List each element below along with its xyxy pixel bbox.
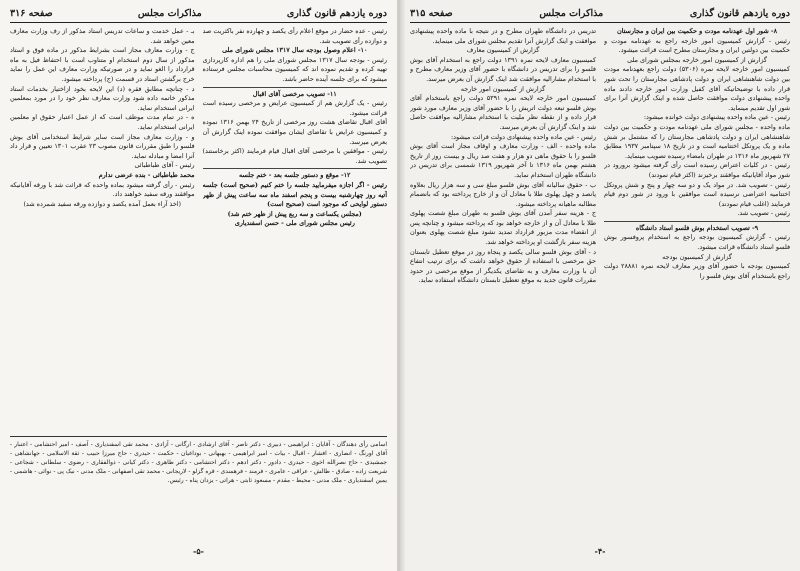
left-page-session: دوره یازدهم قانون گذاری [286,7,387,19]
section-heading: ۱۰- اعلام وصول بودجه سال ۱۳۱۷ مجلس شورای ملی [222,46,368,55]
sub-heading: گزارش از کمیسیون امور خارجه [460,84,546,93]
left-page-column-right [203,27,388,445]
divider [203,168,388,169]
paragraph: رئیس - گزارش کمیسیون بودجه راجع به استخدام پروفسور بوش فلسو استاد دانشگاه قرائت میشود. [604,233,790,252]
paragraph: ماده واحده - مجلس شورای ملی عهدنامه مودت و حکمیت بین دولت شاهنشاهی ایران و دولت پادشاهی مجارستان را که مشتمل بر شش ماده و یک پروتکل اختتامیه است و در تاریخ ۱۸ سپتامبر ۱۹۳۷ مطابق ۲۷ شهریور ماه ۱۳۱۶ در طهران بامضاء رسیده تصویب مینماید. [604,122,790,160]
section-heading: ۹- تصویب استخدام بوش فلسو استاد دانشگاه [635,223,759,232]
paragraph: رئیس - موافقین با مرخصی آقای اقبال قیام فرمایند (اکثر برخاستند) تصویب شد. [202,147,387,165]
section-heading: ۱۱- تصویب مرخصی آقای اقبال [252,89,337,98]
sub-heading: گزارش از کمیسیون امور خارجه بمجلس شورای ملی [627,55,767,64]
paragraph: رئیس - در کلیات اعتراض رسیده است رأی گرفته میشود برورود در شور مواد آقایانیکه موافقند برخیزند (اکثر قیام نمودند) [604,161,790,179]
signature-line: رئیس مجلس شورای ملی - حسن اسفندیاری [234,219,355,228]
divider [604,221,790,222]
paragraph: رئیس - آقای طباطبائی [134,161,195,170]
right-page-column-right [604,27,790,563]
paragraph: (اخذ آراء بعمل آمده یکصد و دوازده ورقه سفید شمرده شد) [23,199,182,208]
left-page-title: مذاکرات مجلس [137,7,202,19]
right-page-header [410,6,790,23]
right-page-column-left [410,27,596,563]
paragraph: رئیس - رأی گرفته میشود بماده واحده که قرائت شد با ورقه آقایانیکه موافقند ورقه سفید خواهند داد. [10,180,195,199]
paragraph: ج - هزینه سفر آمدن آقای بوش فلسو به طهران مبلغ شصت پهلوی طلا با معادل آن و از خارجه خواهد بود که پرداخته میشود و چنانچه پس از انقضاء مدت مزبور قرارداد تمدید نشود مبلغ شصت پهلوی بعنوان هزینه سفر بازگشت او پرداخته خواهد شد. [410,209,596,247]
left-page-columns [10,27,387,445]
paragraph: رئیس - عین ماده واحده پیشنهادی دولت خوانده میشود: [643,113,790,122]
paragraph: رئیس - تصویب شد. [737,209,790,218]
paragraph: رئیس - بودجه سال ۱۳۱۷ مجلس شورای ملی را هم اداره کارپردازی تهیه کرده و تقدیم نموده اند که کمیسیون محاسبات مجلس فرستاده میشود که برای جلسه آینده حاضر باشد. [202,55,387,83]
section-heading: ۸- شور اول عهدنامه مودت و حکمیت بین ایران و مجارستان [616,27,778,35]
paragraph: رئیس - عده حضار در موقع اعلام رأی یکصد و چهارده نفر باکثریت صد و دوازده رأی تصویب شد. [202,27,387,45]
left-page-footnote [10,436,387,485]
divider [203,87,388,88]
left-page-header [10,6,387,23]
paragraph: بـ - عمل خدمت و ساعات تدریس استاد مذکور از رف وزارت معارف معین خواهد شد. [10,27,195,45]
paragraph: آقای اقبال تقاضای هشت روز مرخصی از تاریخ ۲۴ بهمن ۱۳۱۶ نموده و کمیسیون عرایض با تقاضای ایشان موافقت نموده اینک گزارش آن بعرض میرسد. [202,118,387,146]
right-page-number-header: صفحه ۳۱۵ [410,7,453,19]
right-page [400,0,800,571]
paragraph: رئیس - عین ماده واحده پیشنهادی دولت قرائت میشود: [450,132,596,141]
sub-heading: گزارش از کمیسیون بودجه [662,252,732,261]
left-page-number: -۵- [193,546,204,556]
right-page-columns [410,27,790,563]
paragraph: ه - در تمام مدت موظف است که از عمل اعتبار حقوق او معلمین ایرانی استخدام نماید. [10,113,195,131]
paragraph: و - وزارت معارف مجاز است سایر شرایط استخدامی آقای بوش فلسو را طبق مقررات قانون مصوب ۲۳ عقرب ۱۳۰۱ تعیین و قرار داد آنرا امضا و مبادله نماید. [10,132,195,160]
paragraph: ج - وزارت معارف مجاز است بشرایط مذکور در ماده فوق و استاد مذکور از سال دوم استخدام او متناوب است با احتفاظ فیل به ماه قرارداد را الغو نماید و در صورتیکه وزارت معارف این عمل را نماید خرج برگشتن استاد در قسمت (ج) پرداخته میشود. [10,46,195,83]
paragraph: کمیسیون امور خارجه لایحه نمره ۵۳۹۱ دولت راجع باستخدام آقای بوش فلسو تبعه دولت اتریش را با حضور آقای وزیر معارف مورد شور قرار داده و از نقطه نظر ملیت با استخدام مشارالیه موافقت حاصل شد و اینک گزارش آن بعرض میرسد. [410,94,596,131]
right-page-number: -۴- [594,546,606,556]
paragraph: رئیس - تصویب شد. در مواد یک و دو سه چهار و پنج و شش پروتکل اختتامیه اعتراضی نرسیده است موافقین با ورود در شور دوم قیام فرمایند (اغلب قیام نمودند) [604,180,790,208]
right-page-title: مذاکرات مجلس [539,7,604,19]
paragraph: کمیسیون امور خارجه لایحه نمره (۵۳۰۶) دولت راجع بعهدنامه مودت بین دولت شاهنشاهی ایران و دولت پادشاهی مجارستان را تحت شور قرار داده با توضیحاتیکه آقای کفیل وزارت امور خارجه دادند ماده واحده پیشنهادی دولت موافقت حاصل شده و اینک گزارش آنرا برای شور اول تقدیم مینماید. [604,65,790,112]
paragraph: محمد طباطبائی - بنده عرضی ندارم [98,170,195,179]
left-page-number-header: صفحه ۳۱۶ [10,7,53,19]
paragraph: رئیس - یک گزارش هم از کمیسیون عرایض و مرخصی رسیده است قرائت میشود. [202,99,387,117]
section-heading: ۱۲- موقع و دستور جلسه بعد - ختم جلسه [239,171,351,180]
paragraph: د - چنانچه مطابق فقره (د) این لایحه بخود ازاختیار بخدمات استاد مذکور خاتمه داده شود وزارت معارف نظر خود را در مورد بمعلمین ایرانی استخدام نماید. [10,84,195,112]
paragraph: (مجلس یکساعت و سه ربع پیش از ظهر ختم شد) [227,209,362,218]
gutter-shadow [400,0,406,571]
left-page [0,0,397,571]
paragraph: رئیس - گزارش کمیسیون امور خارجه راجع به عهدنامه مودت و حکمیت بین دولتین ایران و مجارستان مطرح است قرائت میشود. [604,36,790,55]
footnote-text: اسامی رأی دهندگان - آقایان : ابراهیمی - دبیری - دکتر ناصر - آقای ارشادی - ارگانی - آزادی - محمد تقی اسفندیاری - آصف - امیر احتشامی - اعتبار - آقای اورنگ - انصاری - افشار - اقبال - بیات - امیر ابراهیمی - بهبهانی - بوداغیان - حکمت - حیدری - حاج میرزا حبیب - ثقة الاسلامی - جهانشاهی - جمشیدی - حاج نصرالله اخوی - حیدری - دادور - دکتر ادهم - دکتر احتشامی - دکتر طاهری - دکتر کیانی - ذوالفقاری - رضوی - سلطانی - شجاعی - شریعت زاده - صادق - طالش - عراقی - عامری - فرمند - فرهمندی - قره گزلو - لاریجانی - محمد تقی اصفهانی - ملک مدنی - نیک پی - نوائی - هاشمی - یمین اسفندیاری - ملک مدنی - محیط - مقدم - مسعود ثابتی - هراتی - یزدان پناه - رئیس. [10,441,387,484]
paragraph: رئیس - اگر اجازه میفرمایید جلسه را ختم کنیم (صحیح است) جلسه آتیه روز چهارشنبه بیست و پنجم اسفند ماه سه ساعت پیش از ظهر دستور لوایحی که موجود است (صحیح است) [202,180,387,209]
paragraph: کمیسیون معارف لایحه نمره ۱۳۹۱ دولت راجع به استخدام آقای بوش فلسو را برای تدریس در دانشگاه با حضور آقای وزیر معارف مطرح و با استخدام مشارالیه موافقت شد اینک گزارش آن بعرض میرسد. [410,55,596,83]
paragraph: تدریس در دانشگاه طهران مطرح و در نتیجه با ماده واحده پیشنهادی موافقت و اینک گزارش آنرا تقدیم مجلس شورای ملی مینماید. [410,27,596,45]
right-page-session: دوره یازدهم قانون گذاری [689,7,790,19]
paragraph: کمیسیون بودجه با حضور آقای وزیر معارف لایحه نمره ۲۸۸۸۱ دولت راجع باستخدام آقای بوش فلسو را [604,262,790,280]
paragraph: ماده واحده - الف - وزارت معارف و اوقاف مجاز است آقای بوش فلسو را با حقوق ماهی دو هزار و هفت صد ریال و بیست روز از تاریخ هشتم بهمن ماه ۱۳۱۶ تا آخر شهریور ۱۳۱۹ شمسی برای تدریس در دانشگاه طهران استخدام نماید. [410,142,596,179]
paragraph: د - آقای بوش فلسو سالی یکصد و پنجاه روز در موقع تعطیل تابستان حق مرخصی با استفاده از حقوق خواهد داشت که برای ترتیب انتفاع آن با وزارت معارف و به تقاضای یکدیگر از موقع مرخصی در حدود مقررات قانون جدید به موقع تعطیل تابستان دانشگاه استفاده نماید. [410,247,596,285]
left-page-column-left [10,27,195,445]
paragraph: ب - حقوق سالیانه آقای بوش فلسو مبلغ سی و سه هزار ریال بعلاوه پانصد و چهل پهلوی طلا با معادل آن و از خارج پرداخته بود که بانضمام مطالبه ماهیانه پرداخته میشود. [410,180,596,208]
sub-heading: گزارش از کمیسیون معارف [466,46,540,55]
